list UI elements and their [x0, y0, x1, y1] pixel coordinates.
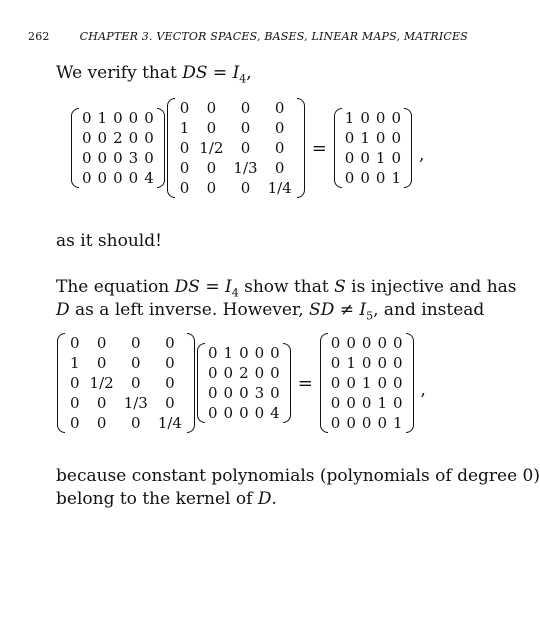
- matrix-entry: 0: [330, 374, 341, 392]
- matrix-entry: 0: [82, 109, 92, 127]
- matrix-entry: 0: [346, 414, 356, 432]
- matrix-entry: 0: [70, 414, 80, 432]
- matrix-table: [328, 333, 406, 433]
- matrix-entry: 0: [96, 354, 107, 372]
- equation-comma: ,: [418, 145, 425, 165]
- matrix-row: [328, 413, 406, 433]
- matrix-entry: 0: [207, 344, 218, 362]
- matrix-entry: 0: [239, 344, 249, 362]
- matrix-entry: 0: [97, 169, 108, 187]
- equals-sign: =: [297, 372, 313, 394]
- matrix-entry: 0: [179, 139, 190, 157]
- matrix-identity-4: [333, 108, 413, 188]
- matrix-row: [205, 403, 283, 423]
- matrix-entry: 0: [392, 374, 403, 392]
- paragraph-injective-line2: D as a left inverse. However, SD ≠ $I_5$, and instead: [56, 300, 485, 323]
- matrix-row: [175, 158, 297, 178]
- matrix-entry: 0: [346, 394, 356, 412]
- matrix-entry: 1: [70, 354, 80, 372]
- matrix-entry: 1/3: [233, 159, 258, 177]
- matrix-row: [79, 148, 157, 168]
- matrix-row: [65, 413, 187, 433]
- matrix-row: [328, 393, 406, 413]
- matrix-entry: 0: [82, 169, 92, 187]
- matrix-entry: 0: [274, 159, 285, 177]
- matrix-entry: 0: [96, 394, 107, 412]
- paragraph-kernel-line1: because constant polynomials (polynomials of degree 0): [56, 466, 540, 486]
- matrix-entry: 0: [207, 384, 218, 402]
- matrix-entry: 0: [330, 334, 341, 352]
- matrix-row: [65, 353, 187, 373]
- matrix-entry: 0: [239, 384, 249, 402]
- matrix-table: [65, 333, 187, 433]
- matrix-entry: 0: [274, 139, 285, 157]
- matrix-entry: 0: [144, 109, 154, 127]
- matrix-row: [175, 98, 297, 118]
- equation-sd-projection: [56, 333, 426, 433]
- matrix-table: [79, 108, 157, 188]
- matrix-entry: 1/2: [199, 139, 224, 157]
- matrix-entry: 0: [330, 414, 341, 432]
- matrix-entry: 0: [206, 119, 217, 137]
- matrix-entry: 0: [270, 384, 280, 402]
- matrix-row: [342, 168, 404, 188]
- matrix-row: [328, 373, 406, 393]
- matrix-entry: 0: [377, 414, 387, 432]
- matrix-row: [205, 343, 283, 363]
- matrix-s: [166, 98, 306, 198]
- matrix-entry: 0: [113, 149, 123, 167]
- matrix-entry: 0: [128, 109, 139, 127]
- matrix-entry: 0: [270, 344, 280, 362]
- matrix-entry: 0: [96, 334, 107, 352]
- matrix-entry: 0: [254, 364, 265, 382]
- matrix-entry: 0: [223, 404, 234, 422]
- matrix-entry: 0: [179, 99, 190, 117]
- matrix-s: [56, 333, 196, 433]
- matrix-row: [65, 333, 187, 353]
- matrix-entry: 0: [377, 354, 387, 372]
- matrix-entry: 0: [165, 334, 175, 352]
- matrix-entry: 1: [392, 414, 403, 432]
- matrix-entry: 0: [239, 404, 249, 422]
- matrix-entry: 0: [97, 149, 108, 167]
- matrix-row: [65, 373, 187, 393]
- matrix-entry: 3: [254, 384, 265, 402]
- matrix-entry: 0: [130, 334, 141, 352]
- matrix-entry: 0: [391, 129, 401, 147]
- equation-ds-identity: [70, 98, 424, 198]
- matrix-entry: 0: [361, 354, 372, 372]
- matrix-entry: 0: [128, 169, 139, 187]
- matrix-entry: 0: [391, 109, 401, 127]
- matrix-entry: 0: [330, 394, 341, 412]
- matrix-entry: 0: [375, 109, 386, 127]
- matrix-entry: 0: [179, 159, 190, 177]
- matrix-entry: 0: [254, 404, 265, 422]
- matrix-entry: 0: [330, 354, 341, 372]
- matrix-entry: 1: [361, 374, 372, 392]
- matrix-entry: 0: [377, 334, 387, 352]
- page-header: [28, 30, 468, 43]
- matrix-row: [342, 128, 404, 148]
- matrix-entry: 0: [207, 404, 218, 422]
- matrix-entry: 0: [360, 109, 370, 127]
- equals-sign: =: [311, 137, 327, 159]
- matrix-entry: 1/4: [267, 179, 292, 197]
- matrix-d: [196, 343, 292, 423]
- matrix-entry: 4: [144, 169, 154, 187]
- matrix-entry: 1: [360, 129, 370, 147]
- matrix-entry: 0: [206, 179, 217, 197]
- matrix-entry: 0: [223, 384, 234, 402]
- matrix-entry: 0: [270, 364, 280, 382]
- matrix-row: [342, 148, 404, 168]
- matrix-entry: 0: [360, 149, 370, 167]
- matrix-row: [79, 168, 157, 188]
- matrix-entry: 0: [179, 179, 190, 197]
- matrix-row: [65, 393, 187, 413]
- matrix-entry: 0: [240, 179, 251, 197]
- matrix-entry: 0: [70, 374, 80, 392]
- matrix-entry: 0: [240, 99, 251, 117]
- matrix-entry: 0: [82, 129, 92, 147]
- matrix-row: [175, 138, 297, 158]
- matrix-projection-5: [319, 333, 415, 433]
- matrix-entry: 0: [206, 99, 217, 117]
- chapter-title: CHAPTER 3. VECTOR SPACES, BASES, LINEAR MAPS, MATRICES: [79, 30, 468, 43]
- matrix-entry: 0: [165, 394, 175, 412]
- matrix-entry: 1: [97, 109, 108, 127]
- matrix-entry: 3: [128, 149, 139, 167]
- matrix-entry: 1: [346, 354, 356, 372]
- matrix-row: [328, 353, 406, 373]
- matrix-row: [205, 383, 283, 403]
- matrix-entry: 1/2: [89, 374, 114, 392]
- matrix-entry: 1/3: [123, 394, 148, 412]
- matrix-entry: 0: [130, 374, 141, 392]
- matrix-entry: 0: [113, 109, 123, 127]
- matrix-entry: 0: [165, 374, 175, 392]
- matrix-table: [205, 343, 283, 423]
- matrix-entry: 0: [346, 334, 356, 352]
- paragraph-verify: We verify that DS = $I_4$,: [56, 63, 252, 86]
- matrix-entry: 0: [346, 374, 356, 392]
- matrix-entry: 0: [96, 414, 107, 432]
- matrix-entry: 0: [361, 414, 372, 432]
- matrix-entry: 0: [391, 149, 401, 167]
- matrix-entry: 0: [240, 139, 251, 157]
- matrix-row: [342, 108, 404, 128]
- matrix-entry: 0: [113, 169, 123, 187]
- matrix-d: [70, 108, 166, 188]
- matrix-entry: 0: [344, 149, 355, 167]
- matrix-entry: 0: [128, 129, 139, 147]
- paragraph-as-it-should: as it should!: [56, 231, 162, 251]
- matrix-row: [79, 128, 157, 148]
- matrix-entry: 0: [377, 374, 387, 392]
- matrix-row: [328, 333, 406, 353]
- matrix-entry: 1: [344, 109, 355, 127]
- matrix-entry: 0: [344, 129, 355, 147]
- matrix-row: [205, 363, 283, 383]
- matrix-entry: 0: [361, 394, 372, 412]
- matrix-table: [175, 98, 297, 198]
- matrix-entry: 2: [239, 364, 249, 382]
- matrix-entry: 0: [361, 334, 372, 352]
- matrix-entry: 0: [144, 129, 154, 147]
- matrix-row: [175, 118, 297, 138]
- matrix-entry: 0: [165, 354, 175, 372]
- matrix-row: [79, 108, 157, 128]
- matrix-entry: 1: [223, 344, 234, 362]
- matrix-entry: 4: [270, 404, 280, 422]
- page-number: 262: [28, 30, 50, 43]
- matrix-entry: 2: [113, 129, 123, 147]
- matrix-entry: 0: [344, 169, 355, 187]
- matrix-entry: 1/4: [157, 414, 182, 432]
- matrix-entry: 0: [392, 334, 403, 352]
- matrix-entry: 0: [360, 169, 370, 187]
- matrix-entry: 0: [392, 354, 403, 372]
- matrix-entry: 1: [391, 169, 401, 187]
- matrix-entry: 1: [377, 394, 387, 412]
- matrix-entry: 0: [274, 99, 285, 117]
- matrix-entry: 0: [70, 334, 80, 352]
- matrix-entry: 1: [179, 119, 190, 137]
- matrix-entry: 0: [274, 119, 285, 137]
- matrix-row: [175, 178, 297, 198]
- paragraph-injective-line1: The equation DS = $I_4$ show that S is injective and has: [56, 277, 517, 300]
- matrix-table: [342, 108, 404, 188]
- matrix-entry: 1: [375, 149, 386, 167]
- matrix-entry: 0: [130, 354, 141, 372]
- matrix-entry: 0: [375, 169, 386, 187]
- matrix-entry: 0: [206, 159, 217, 177]
- matrix-entry: 0: [223, 364, 234, 382]
- equation-comma: ,: [420, 380, 426, 400]
- matrix-entry: 0: [70, 394, 80, 412]
- matrix-entry: 0: [97, 129, 108, 147]
- matrix-entry: 0: [375, 129, 386, 147]
- matrix-entry: 0: [207, 364, 218, 382]
- matrix-entry: 0: [82, 149, 92, 167]
- matrix-entry: 0: [392, 394, 403, 412]
- matrix-entry: 0: [130, 414, 141, 432]
- matrix-entry: 0: [254, 344, 265, 362]
- matrix-entry: 0: [144, 149, 154, 167]
- paragraph-kernel-line2: belong to the kernel of D.: [56, 489, 277, 509]
- matrix-entry: 0: [240, 119, 251, 137]
